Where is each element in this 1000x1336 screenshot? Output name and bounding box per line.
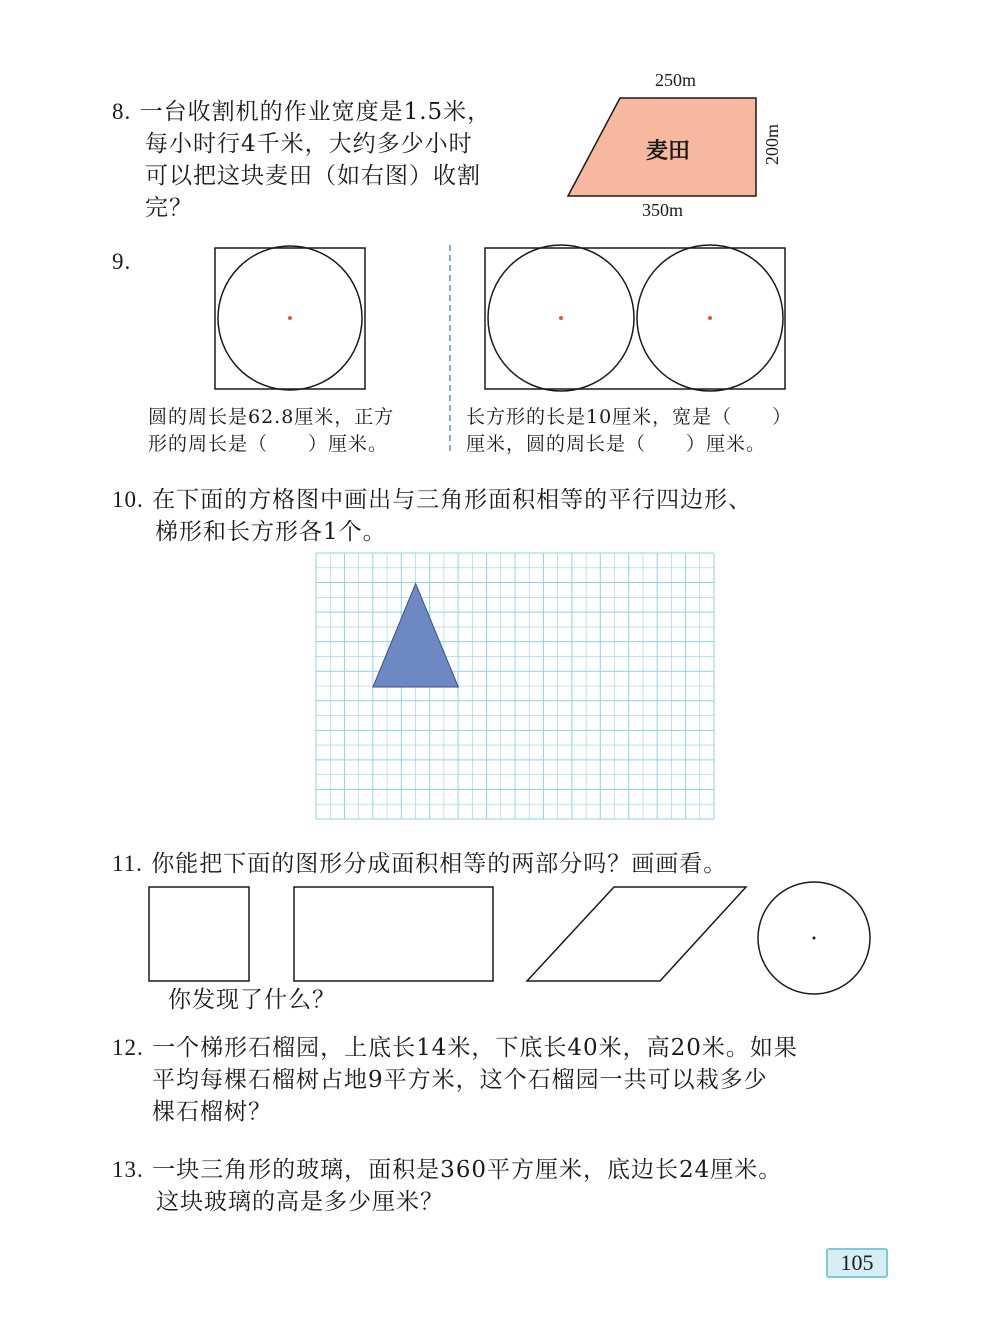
square-with-circle	[214, 246, 366, 390]
question-12-rest	[152, 1064, 768, 1128]
trapezoid-bottom-label: 350m	[642, 200, 684, 220]
q11-parallelogram[interactable]	[527, 887, 746, 981]
question-13-number: 13.	[112, 1157, 144, 1182]
question-11-text: 你能把下面的图形分成面积相等的两部分吗？画画看。	[151, 851, 728, 877]
question-9-number: 9.	[112, 249, 132, 274]
rectangle-shape	[485, 248, 785, 389]
question-8-text	[145, 128, 481, 224]
right-circle-center	[708, 316, 712, 320]
question-10-number: 10.	[112, 487, 144, 512]
q11-circle-center	[813, 937, 816, 940]
question-12-line-2: 平均每棵石榴树占地9平方米，这个石榴园一共可以栽多少	[152, 1067, 768, 1093]
question-8	[112, 96, 491, 128]
question-10-line-2: 梯形和长方形各1个。	[155, 519, 387, 545]
q11-shapes	[145, 882, 875, 987]
question-11	[112, 848, 727, 880]
square-grid[interactable]	[315, 552, 715, 820]
circle-center-dot	[288, 316, 292, 320]
question-10	[112, 484, 752, 516]
left-circle-center	[559, 316, 563, 320]
question-8-line-3: 可以把这块麦田（如右图）收割	[145, 163, 481, 189]
trapezoid-top-label: 250m	[655, 70, 697, 90]
grid-triangle	[373, 584, 458, 687]
question-11-sub: 你发现了什么？	[168, 987, 336, 1013]
question-13-line-2: 这块玻璃的高是多少厘米？	[156, 1189, 444, 1215]
question-8-line-1: 8. 一台收割机的作业宽度是1.5米，	[112, 99, 492, 125]
question-10-line-1: 在下面的方格图中画出与三角形面积相等的平行四边形、	[152, 487, 753, 513]
question-13-line-1: 一块三角形的玻璃，面积是360平方厘米，底边长24厘米。	[152, 1157, 783, 1183]
divider-dashed-line	[448, 245, 452, 455]
question-12	[112, 1032, 798, 1064]
question-8-number: 8.	[112, 99, 132, 124]
question-12-line-3: 棵石榴树？	[152, 1099, 272, 1125]
question-13	[112, 1154, 782, 1186]
trapezoid-height-label: 200m	[762, 123, 783, 166]
q11-rectangle[interactable]	[294, 887, 493, 981]
question-8-line-2: 每小时行4千米，大约多少小时	[145, 131, 473, 157]
question-11-number: 11.	[112, 851, 143, 876]
q11-square[interactable]	[149, 887, 249, 981]
q9-left-caption: 圆的周长是62.8厘米，正方 形的周长是（ ）厘米。	[148, 406, 395, 455]
page-number: 105	[826, 1248, 888, 1278]
q9-right-caption: 长方形的长是10厘米，宽是（ ） 厘米，圆的周长是（ ）厘米。	[466, 406, 793, 455]
rectangle-with-two-circles	[484, 246, 786, 390]
question-12-number: 12.	[112, 1035, 144, 1060]
question-8-line-4: 完？	[145, 195, 193, 221]
question-12-line-1: 一个梯形石榴园，上底长14米，下底长40米，高20米。如果	[152, 1035, 798, 1061]
field-label: 麦田	[646, 138, 691, 164]
